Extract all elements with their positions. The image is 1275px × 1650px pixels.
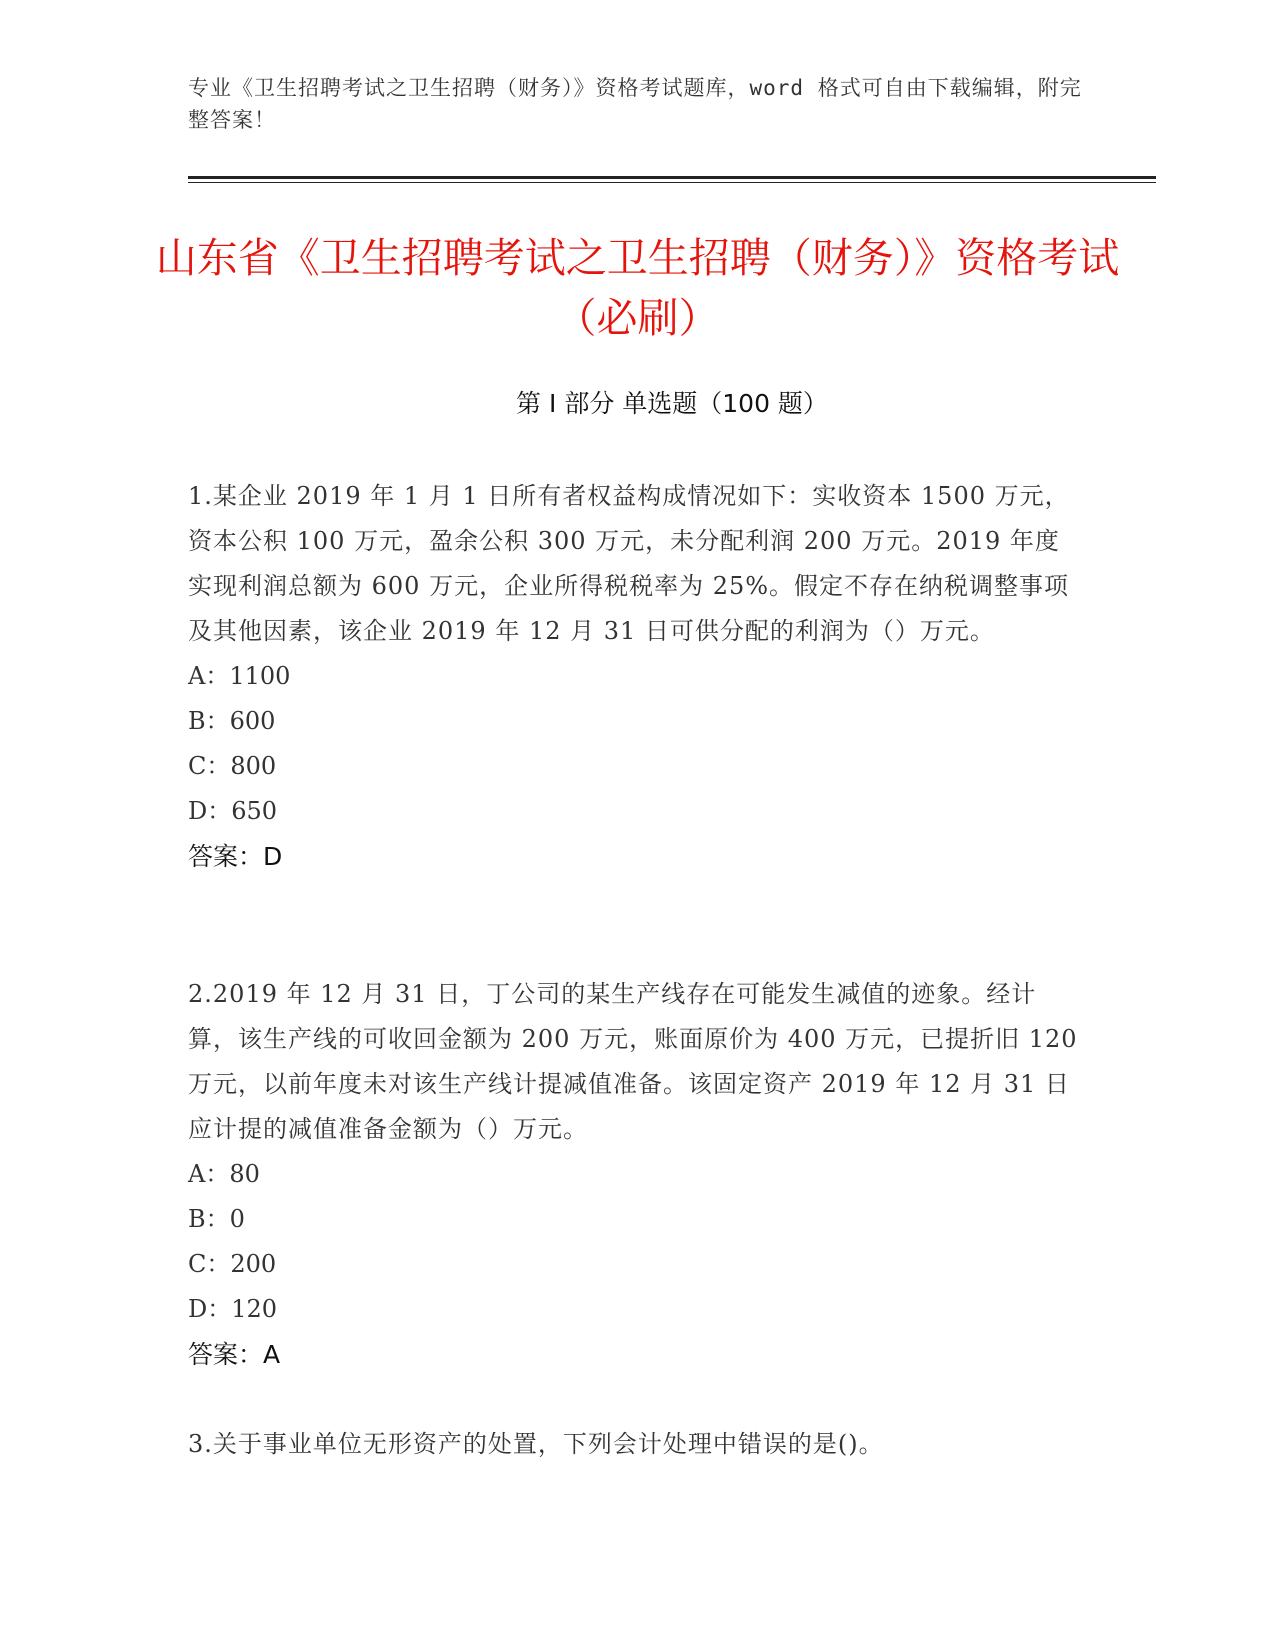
question-stem: 3.关于事业单位无形资产的处置，下列会计处理中错误的是()。 — [188, 1430, 884, 1458]
question-2 — [188, 972, 1078, 1377]
option-a: A：1100 — [188, 662, 291, 690]
option-b: B：600 — [188, 707, 276, 735]
question-stem: 2.2019 年 12 月 31 日，丁公司的某生产线存在可能发生减值的迹象。经计算，该生产线的可收回金额为 200 万元，账面原价为 400 万元，已提折旧 120 万元，以前年度未对该生产线计提减值准备。该固定资产 2019 年 12 月 31 日应计提的减值准备金额为（）万元。 — [188, 980, 1078, 1143]
option-a: A：80 — [188, 1160, 260, 1188]
header-divider-thick — [188, 176, 1156, 179]
section-title: 第 I 部分 单选题（100 题） — [516, 389, 828, 418]
header-note: 专业《卫生招聘考试之卫生招聘（财务）》资格考试题库，word 格式可自由下载编辑，附完整答案！ — [188, 76, 1082, 132]
document-title: 山东省《卫生招聘考试之卫生招聘（财务）》资格考试（必刷） — [155, 234, 1120, 342]
option-c: C：800 — [188, 752, 277, 780]
option-d: D：650 — [188, 797, 278, 825]
question-1 — [188, 474, 1078, 879]
question-3 — [188, 1422, 1078, 1467]
option-d: D：120 — [188, 1295, 278, 1323]
header-divider-thin — [188, 182, 1156, 183]
question-stem: 1.某企业 2019 年 1 月 1 日所有者权益构成情况如下：实收资本 1500 万元，资本公积 100 万元，盈余公积 300 万元，未分配利润 200 万元。2019 年度实现利润总额为 600 万元，企业所得税税率为 25%。假定不存在纳税调整事项及其他因素，该企业 2019 年 12 月 31 日可供分配的利润为（）万元。 — [188, 482, 1070, 645]
answer-label: 答案：D — [188, 842, 283, 871]
answer-label: 答案：A — [188, 1340, 281, 1369]
option-b: B：0 — [188, 1205, 245, 1233]
option-c: C：200 — [188, 1250, 277, 1278]
